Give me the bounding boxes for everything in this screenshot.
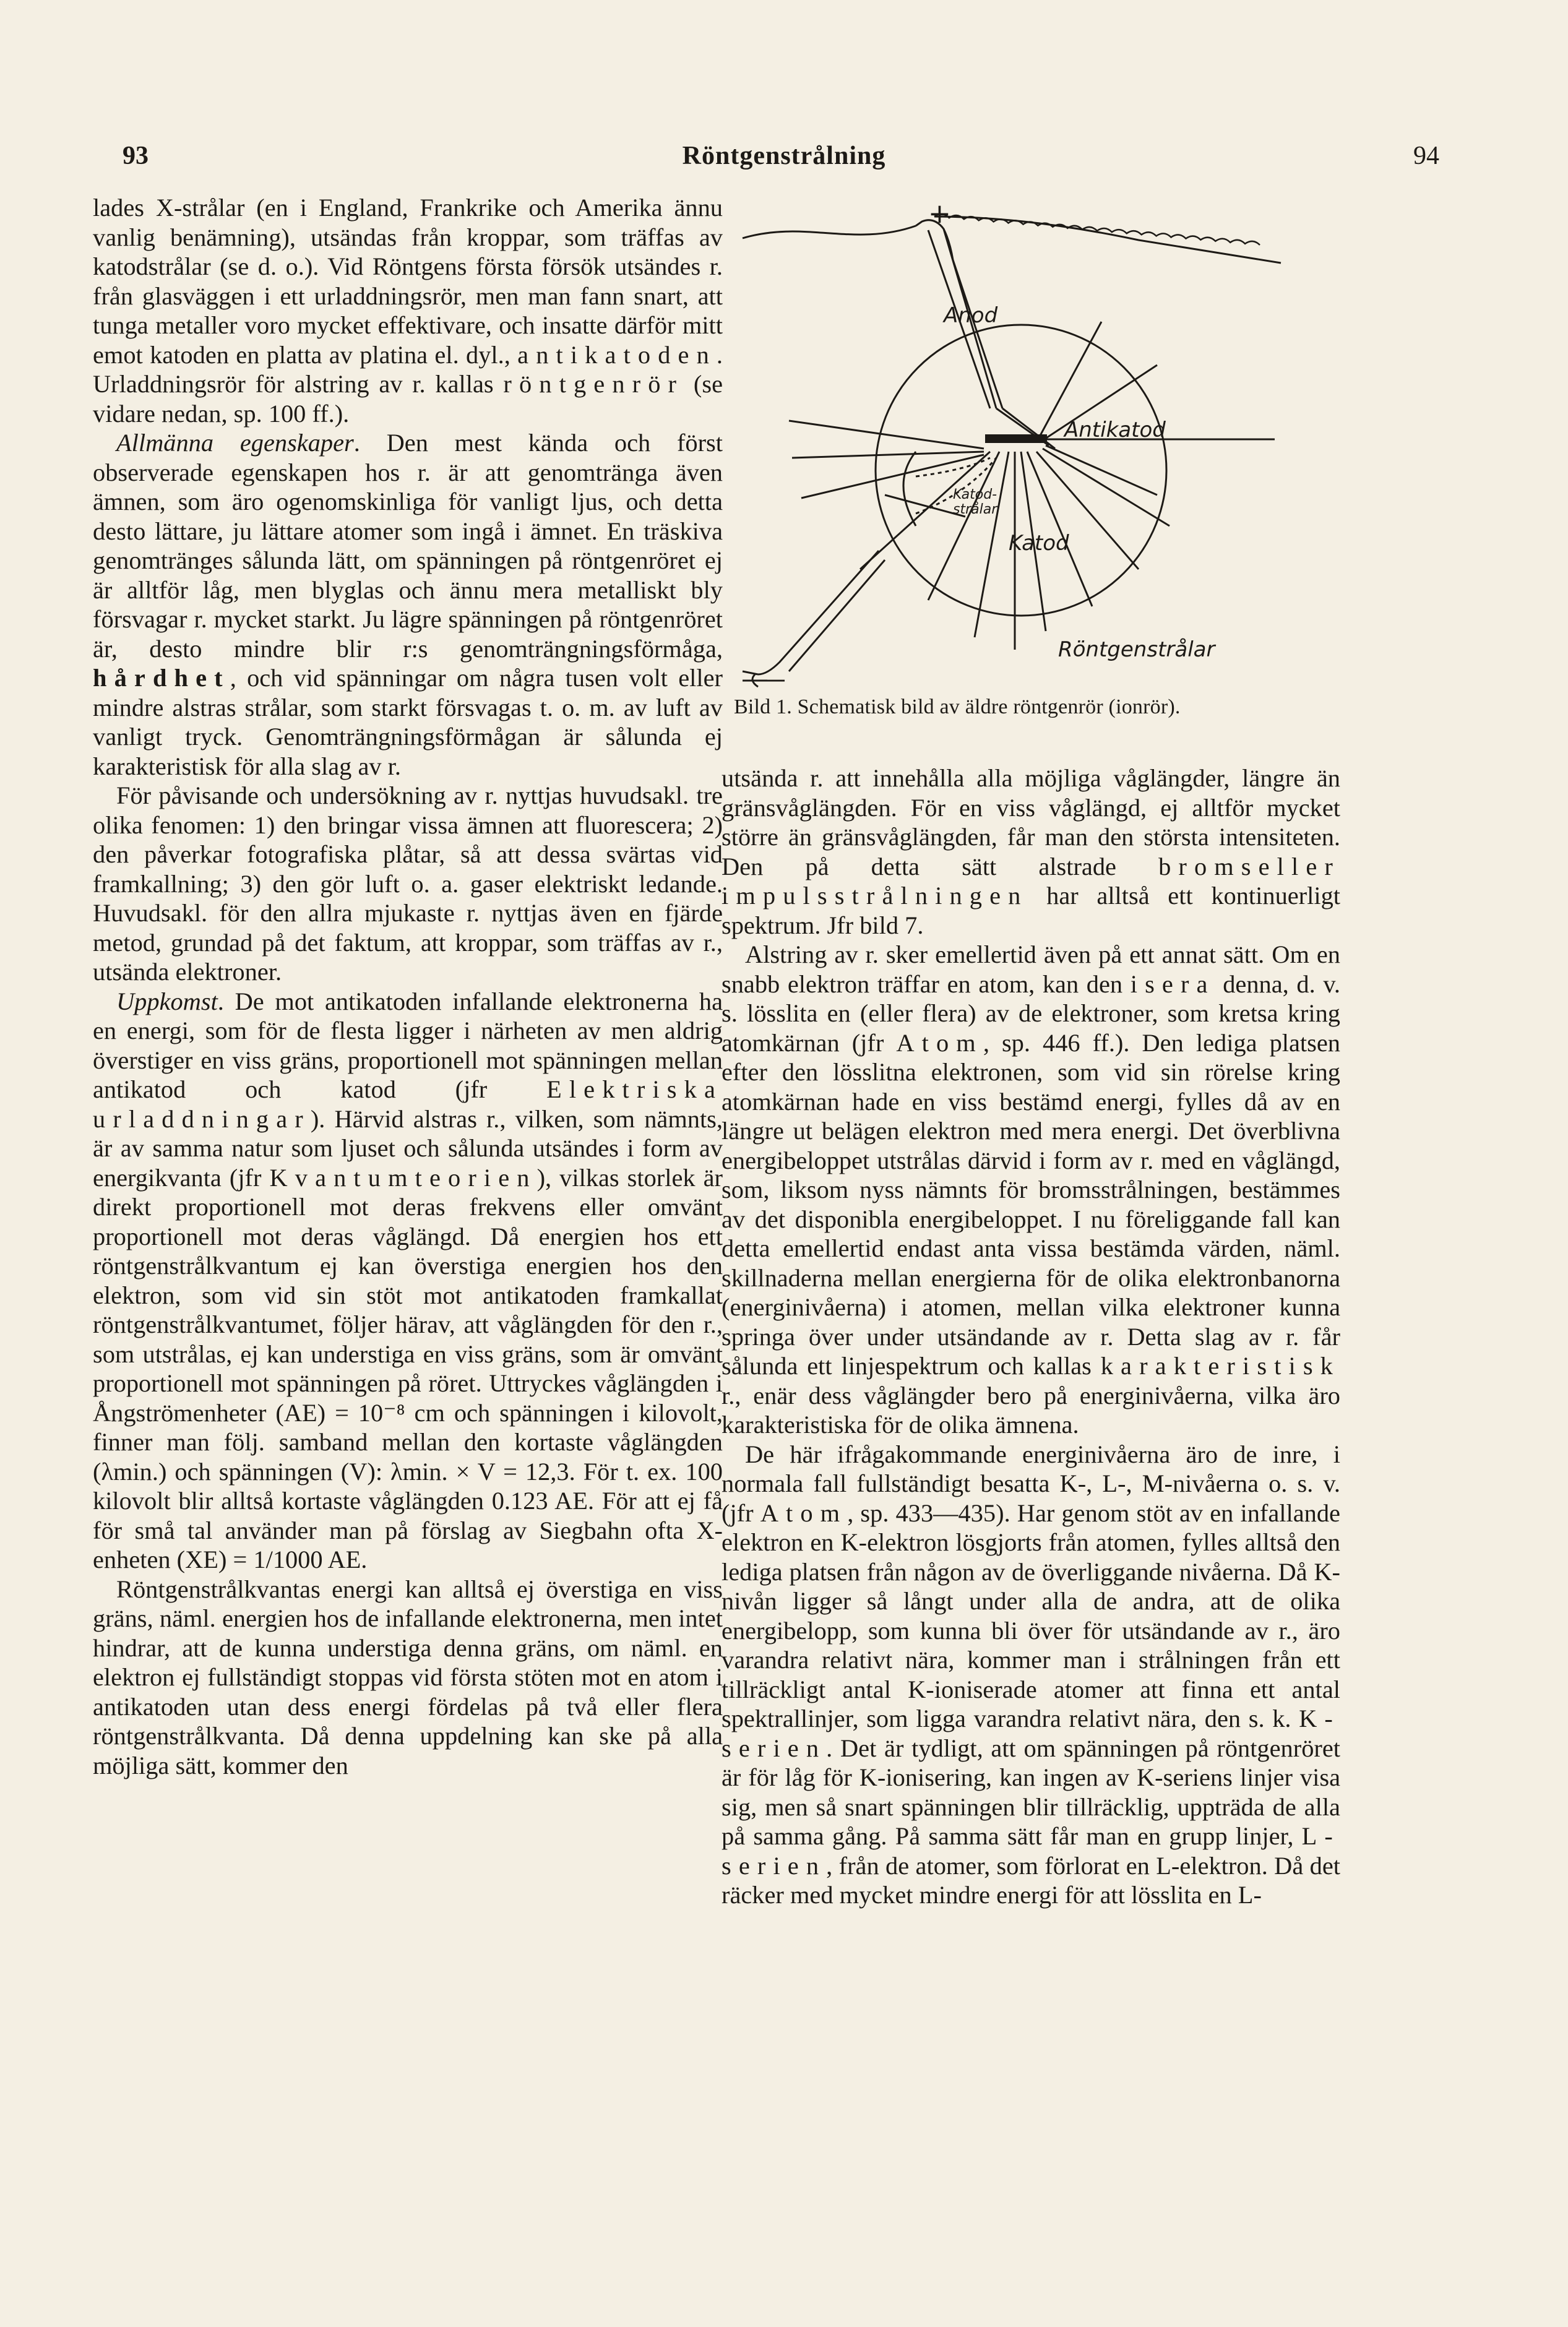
xray-tube-drawing [730,204,1343,699]
paragraph-intro: lades X-strålar (en i England, Frankrike och Amerika ännu vanlig benämning), utsändas från kroppar, som träffas av katodstrålar (se d. o.). Vid Röntgens första försök utsändes r. från glasväggen i ett urladdningsrör, men man fann snart, att tunga metaller voro mycket effektivare, och insatte därför mitt emot katoden en platta av platina el. dyl., antikatoden. Urladdningsrör för alstring av r. kallas röntgenrör (se vidare nedan, sp. 100 ff.). [93,194,723,428]
label-katod: Katod [1009,531,1069,556]
label-katodstralar: Katod-strålar [953,487,997,517]
right-column [722,763,1340,1910]
paragraph-quanta-energy: Röntgenstrålkvantas energi kan alltså ej överstiga en viss gräns, näml. energien hos de infallande elektronerna, men intet hindrar, att de kunna understiga denna gräns, om näml. en elektron ej fullständigt stoppas vid första stöten mot en atom i antikatoden utan dess energi fördelas på två eller flera röntgenstrålkvanta. Då denna uppdelning kan ske på alla möjliga sätt, kommer den [93,1575,723,1779]
paragraph-general-properties: Allmänna egenskaper. Den mest kända och först observerade egenskapen hos r. är att genomtränga även ämnen, som äro ogenomskinliga för vanligt ljus, och detta desto lättare, ju lättare atomer som ingå i ämnet. En träskiva genomtränges sålunda lätt, om spänningen på röntgenröret ej är alltför låg, men blyglas och ännu mera metalliskt bly försvagar r. mycket starkt. Ju lägre spänningen på röntgenröret är, desto mindre blir r:s genomträngningsförmåga, hårdhet, och vid spänningar om några tusen volt eller mindre alstras strålar, som starkt försvagas t. o. m. av luft av vanligt tryck. Genomträngningsförmågan är sålunda ej karakteristisk för alla slag av r. [93,429,723,780]
label-rontgenstralar: Röntgenstrålar [1058,637,1215,662]
paragraph-energy-levels: De här ifrågakommande energinivåerna äro de inre, i normala fall fullständigt besatta K-, L-, M-nivåerna o. s. v. (jfr Atom, sp. 433—435). Har genom stöt av en infallande elektron en K-elektron lösgjorts från atomen, fylles alltså den lediga platsen från någon av de överliggande nivåerna. Då K-nivån ligger så långt under alla de andra, att de olika energibelopp, som kunna bli över för utsändande av r., äro varandra relativt nära, kommer man i strålningen från ett tillräckligt antal K-ioniserade atomer att finna ett antal spektrallinjer, som ligga varandra relativt nära, den s. k. K-serien. Det är tydligt, att om spänningen på röntgenröret är för låg för K-ionisering, kan ingen av K-seriens linjer visa sig, men så snart spänningen blir tillräcklig, uppträda de alla på samma gång. På samma sätt får man en grupp linjer, L-serien, från de atomer, som förlorat en L-elektron. Då det räcker med mycket mindre energi för att lösslita en L- [722,1440,1340,1909]
cathode-minus-sign: — [761,665,786,694]
running-title: Röntgenstrålning [682,142,886,170]
paragraph-detection: För påvisande och undersökning av r. nyttjas huvudsakl. tre olika fenomen: 1) den bringar vissa ämnen att fluorescera; 2) den påverkar fotografiska plåtar, så att dessa svärtas vid framkallning; 3) den gör luft o. a. gaser elektriskt ledande. Huvudsakl. för den allra mjukaste r. nyttjas även en fjärde metod, grundad på det faktum, att kroppar, som träffas av r., utsända elektroner. [93,781,723,986]
paragraph-origin: Uppkomst. De mot antikatoden infallande elektronerna ha en energi, som för de flesta ligger i närheten av men aldrig överstiger en viss gräns, proportionell mot spänningen mellan antikatod och katod (jfr Elektriska urladdningar). Härvid alstras r., vilken, som nämnts, är av samma natur som ljuset och sålunda utsändes i form av energikvanta (jfr Kvantumteorien), vilkas storlek är direkt proportionell mot deras frekvens eller omvänt proportionell mot deras våglängd. Då energien hos ett röntgenstrålkvantum ej kan överstiga energien hos den elektron, som vid sin stöt mot antikatoden framkallat röntgenstrålkvantumet, följer härav, att våglängden för den r., som utstrålas, ej kan understiga en viss gräns, som är omvänt proportionell mot spänningen på röret. Uttryckes våglängden i Ångströmenheter (AE) = 10⁻⁸ cm och spänningen i kilovolt, finner man följ. samband mellan den kortaste våglängden (λmin.) och spänningen (V): λmin. × V = 12,3. För t. ex. 100 kilovolt blir alltså kortaste våglängden 0.123 AE. För att ej få för små tal använder man på förslag av Siegbahn ofta X-enheten (XE) = 1/1000 AE. [93,987,723,1573]
paragraph-continuous-spectrum: utsända r. att innehålla alla möjliga våglängder, längre än gränsvåglängden. För en viss våglängd, ej alltför mycket större än gränsvåglängden, får man den största intensiteten. Den på detta sätt alstrade bromseller impulsstrålningen har alltså ett kontinuerligt spektrum. Jfr bild 7. [722,764,1340,939]
page-number-right: 94 [1413,142,1439,170]
page-number-left: 93 [123,142,149,170]
paragraph-characteristic: Alstring av r. sker emellertid även på ett annat sätt. Om en snabb elektron träffar en atom, kan den isera denna, d. v. s. lösslita en (eller flera) av de elektroner, som kretsa kring atomkärnan (jfr Atom, sp. 446 ff.). Den lediga platsen efter den lösslitna elektronen, som vid sin rörelse kring atomkärnan hade en viss bestämd energi, fylles då av en längre ut belägen elektron med mera energi. Det överblivna energibeloppet utstrålas därvid i form av r. med en våglängd, som, liksom nyss nämnts för bromsstrålningen, bestämmes av det disponibla energibeloppet. I nu föreliggande fall kan detta emellertid endast anta vissa bestämda värden, näml. skillnaderna mellan energierna för de olika elektronbanorna (energinivåerna) i atomen, mellan vilka elektroner kunna springa över under utsändande av r. Detta slag av r. får sålunda ett linjespektrum och kallas karakteristisk r., enär dess våglängder bero på energinivåerna, vilka äro karakteristiska för de olika ämnena. [722,940,1341,1439]
figure-caption: Bild 1. Schematisk bild av äldre röntgenrör (ionrör). [734,695,1181,718]
xray-tube-figure [730,198,1343,699]
left-column [93,193,723,1780]
anode-plus-sign: + [928,198,951,230]
label-antikatod: Antikatod [1064,418,1166,442]
label-anod: Anod [944,303,998,328]
